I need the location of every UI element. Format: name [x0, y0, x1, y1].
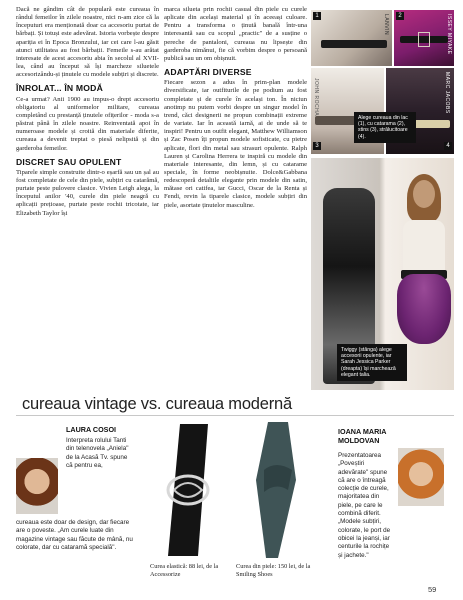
heading-adaptari: ADAPTĂRI DIVERSE [164, 67, 252, 78]
buckle-icon [418, 32, 430, 47]
section-title: cureaua vintage vs. cureaua modernă [22, 395, 293, 413]
inrolat-paragraph: Ce-a urmat? Anii 1900 au impus-o drept accesoriu obligatoriu al uniformelor militare, cureaua completând cu prestanță ținutele ofițerilor - moda s-a păstrat până în zilele noastre. Reinventată apoi în numeroase modele și croită din materiale diferite, cureaua a devenit treptat o piesă nelipsită și din garderoba femeilor. [16, 95, 159, 152]
heading-discret: DISCRET SAU OPULENT [16, 156, 122, 167]
adaptari-paragraph: Fiecare sezon a adus în prim-plan modele diversificate, iar outfiturile de pe podium au fost completate și de curele în același ton. În niciun anotimp nu putem vorbi despre un singur model în trend, căci designerii ne propun combinații extreme de variate. Iar în această iarnă, ai de unde să te inspiri! Pentru un outfit elegant, Matthew Williamson și Zac Posen îți propun modele sofisticate, cu pietre aplicate, flori din metal sau strasuri opulente. Ralph Lauren și Carolina Herrera te inspiră cu modele din materiale interesante, din lemn, și cu catarame speciale, în forme neobișnuite. Dolce&Gabbana redescoperă detaliile elegante prin modele din satin, mătase ori catifea, iar Gucci, Oscar de la Renta și Fendi, revin la tiparele clasice, modele subțiri din piele, asortate ținutelor masculine. [164, 79, 307, 209]
sjp-skirt [397, 274, 451, 344]
belt-photo-2 [394, 10, 454, 66]
article-column-2 [164, 6, 307, 212]
photo-number-3: 3 [313, 142, 321, 150]
photo-number-4: 4 [444, 142, 452, 150]
right-person-quote [338, 452, 454, 560]
leather-belt-image [236, 420, 316, 560]
designer-label-2: ISSEY MIYAKE [446, 14, 452, 55]
photo-number-1: 1 [313, 12, 321, 20]
section-divider [16, 415, 454, 416]
left-product-caption: Curea elastică: 88 lei, de la Accessorize [150, 563, 219, 578]
right-person-name: IOANA MARIA MOLDOVAN [338, 427, 387, 445]
designer-label-1: LANVIN [383, 14, 389, 36]
page-number: 59 [428, 585, 437, 594]
designer-label-3: JOHN ROCHA [313, 78, 319, 117]
photo-callout: Alege cureaua din lac (1), cu catarama (2), stins (3), strălucitoare (4). [354, 112, 416, 143]
heading-inrolat: ÎNROLAT... ÎN MODĂ [16, 83, 103, 94]
left-person-intro: Interpreta rolului Tanti din telenovela „Aniela" de la Acasă Tv. spune că pentru ea, [66, 437, 129, 469]
discret-paragraph: Tiparele simple construite dintr-o eșarfă sau un șal au fost completate de cele din piele, subțiri cu catarămă, purtate peste pulovere clasice. Vivien Leigh alega, la începutul anilor '40, curele din piele neagră cu aplicații prețioase, purtate peste rochii tricotate, iar Elizabeth Taylor își [16, 168, 159, 217]
belt-lacquer-shape [321, 40, 387, 48]
left-person-name: LAURA COSOI [66, 425, 117, 434]
continued-paragraph: marca silueta prin rochii casual din piele cu curele aplicate din același material și în aceeași culoare. Pentru a transforma o ținută banală într-una interesantă sau cu scopul „practic" de a susține o pereche de pantaloni, cureaua nu lipsește din garderoba nimănui, fie că vorbim despre o persoană publică sau un om obișnuit. [164, 6, 307, 62]
article-column-1 [16, 6, 159, 220]
celebrity-caption: Twiggy (stânga) alege accesorii opulente, iar Sarah Jessica Parker (dreapta) își marchează elegant talia. [337, 344, 407, 381]
right-product-caption: Curea din piele: 150 lei, de la Smiling Shoes [236, 563, 311, 578]
intro-paragraph: Dacă ne gândim cât de populară este cureaua în rândul femeilor în zilele noastre, nici n-am zice că la începuturi era menționată doar ca accesoriu purtat de bărbați. Și totuși este adevărat. Istoria vorbește despre apariția ei în Epoca Bronzului, iar cei care l-au găsit atunci utilitatea au fost bărbații. Femeile s-au arătat interesate de acest accesoriu abia în secolul al XVII-lea, când au început să își marcheze siluetele accesorizându-și ținutele cu modele subțiri și discrete. [16, 6, 159, 79]
left-person-quote: cureaua este doar de design, dar fiecare are o poveste. „Am curele luate din magazine vintage sau făcute de mână, nu colorate, dar cu cataramă specială". [16, 519, 133, 551]
laura-cosoi-portrait [16, 458, 58, 514]
belt-photo-1 [311, 10, 392, 66]
right-person-text: Prezentatoarea „Poveștiri adevărate" spune că are o întreagă colecție de curele, majoritatea din piele, pe care le combină diferit. „Modele subțiri, colorate, le port de obicei la jeanși, iar centurile la rochițe și jachete." [338, 452, 391, 559]
elastic-belt-image [150, 420, 226, 560]
designer-label-4: MARC JACOBS [444, 72, 450, 114]
photo-number-2: 2 [396, 12, 404, 20]
sjp-head [413, 180, 435, 208]
